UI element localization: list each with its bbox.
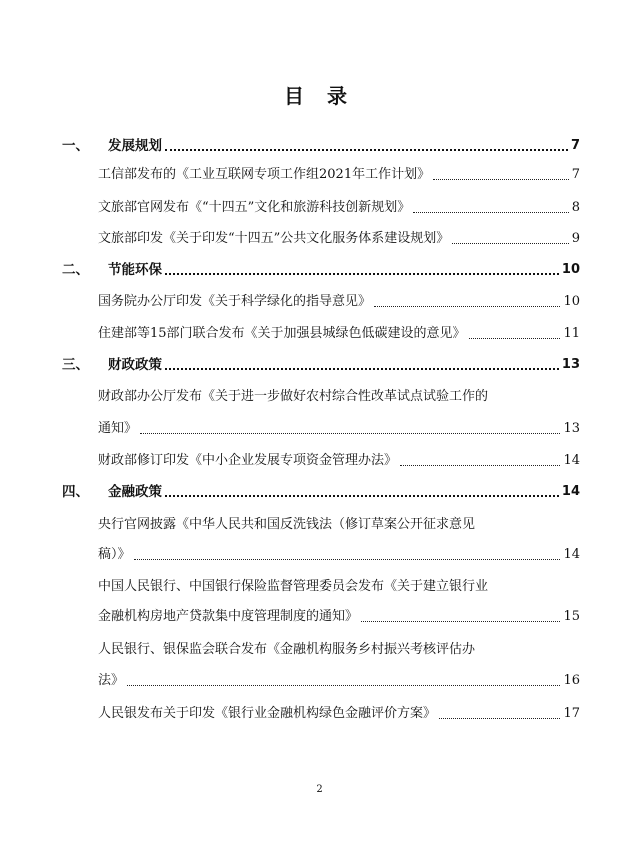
dot-leader — [433, 179, 569, 180]
section-number: 二、 — [62, 262, 89, 278]
entry-text: 金融机构房地产贷款集中度管理制度的通知》 — [98, 609, 359, 624]
dot-leader — [374, 306, 560, 307]
toc-section-entry[interactable] — [62, 356, 580, 374]
entry-page: 15 — [563, 609, 580, 624]
entry-text: 文旅部官网发布《“十四五”文化和旅游科技创新规划》 — [98, 200, 411, 215]
section-page: 7 — [570, 138, 580, 153]
dot-leader — [165, 149, 568, 151]
section-title: 节能环保 — [108, 262, 162, 278]
entry-text: 住建部等15部门联合发布《关于加强县城绿色低碳建设的意见》 — [98, 326, 466, 341]
section-number: 三、 — [62, 357, 89, 373]
section-title: 金融政策 — [108, 484, 162, 500]
dot-leader — [165, 495, 559, 497]
dot-leader — [439, 718, 560, 719]
toc-entry-line[interactable] — [98, 388, 580, 406]
toc-entry[interactable] — [98, 705, 580, 723]
toc-section-entry[interactable] — [62, 483, 580, 501]
entry-text: 法》 — [98, 673, 125, 688]
entry-text: 人民银发布关于印发《银行业金融机构绿色金融评价方案》 — [98, 706, 437, 721]
entry-text: 通知》 — [98, 421, 138, 436]
entry-text: 文旅部印发《关于印发“十四五”公共文化服务体系建设规划》 — [98, 231, 450, 246]
dot-leader — [469, 338, 561, 339]
toc-entry-line[interactable] — [98, 641, 580, 659]
dot-leader — [134, 559, 561, 560]
toc-entry[interactable] — [98, 230, 580, 248]
entry-text: 人民银行、银保监会联合发布《金融机构服务乡村振兴考核评估办 — [98, 642, 476, 657]
entry-page: 17 — [563, 706, 580, 721]
entry-text: 财政部办公厅发布《关于进一步做好农村综合性改革试点试验工作的 — [98, 389, 489, 404]
toc-entry[interactable] — [98, 325, 580, 343]
toc-section-entry[interactable] — [62, 137, 580, 155]
section-title: 发展规划 — [108, 138, 162, 154]
dot-leader — [165, 368, 559, 370]
entry-text: 央行官网披露《中华人民共和国反洗钱法（修订草案公开征求意见 — [98, 517, 476, 532]
dot-leader — [413, 212, 568, 213]
entry-page: 14 — [563, 547, 580, 562]
toc-entry[interactable] — [98, 608, 580, 626]
entry-text: 财政部修订印发《中小企业发展专项资金管理办法》 — [98, 453, 398, 468]
toc-entry-line[interactable] — [98, 578, 580, 596]
toc-title: 目 录 — [284, 84, 355, 108]
section-page: 14 — [561, 484, 580, 499]
entry-page: 9 — [571, 231, 580, 246]
entry-text: 中国人民银行、中国银行保险监督管理委员会发布《关于建立银行业 — [98, 579, 489, 594]
entry-page: 14 — [563, 453, 580, 468]
section-page: 13 — [561, 357, 580, 372]
dot-leader — [400, 465, 560, 466]
page-number: 2 — [316, 784, 323, 795]
dot-leader — [140, 433, 560, 434]
entry-page: 7 — [571, 167, 580, 182]
toc-entry[interactable] — [98, 420, 580, 438]
entry-text: 国务院办公厅印发《关于科学绿化的指导意见》 — [98, 294, 372, 309]
dot-leader — [452, 243, 568, 244]
toc-entry[interactable] — [98, 199, 580, 217]
toc-entry[interactable] — [98, 166, 580, 184]
toc-entry[interactable] — [98, 546, 580, 564]
dot-leader — [127, 685, 560, 686]
entry-page: 8 — [571, 200, 580, 215]
entry-text: 工信部发布的《工业互联网专项工作组2021年工作计划》 — [98, 167, 431, 182]
entry-page: 11 — [563, 326, 580, 341]
toc-entry[interactable] — [98, 452, 580, 470]
toc-section-entry[interactable] — [62, 261, 580, 279]
dot-leader — [361, 621, 560, 622]
section-number: 四、 — [62, 484, 89, 500]
section-number: 一、 — [62, 138, 89, 154]
dot-leader — [165, 273, 559, 275]
entry-page: 10 — [563, 294, 580, 309]
entry-text: 稿）》 — [98, 547, 131, 562]
section-page: 10 — [561, 262, 580, 277]
entry-page: 16 — [563, 673, 580, 688]
toc-entry[interactable] — [98, 672, 580, 690]
entry-page: 13 — [563, 421, 580, 436]
toc-entry[interactable] — [98, 293, 580, 311]
toc-entry-line[interactable] — [98, 516, 580, 534]
section-title: 财政政策 — [108, 357, 162, 373]
